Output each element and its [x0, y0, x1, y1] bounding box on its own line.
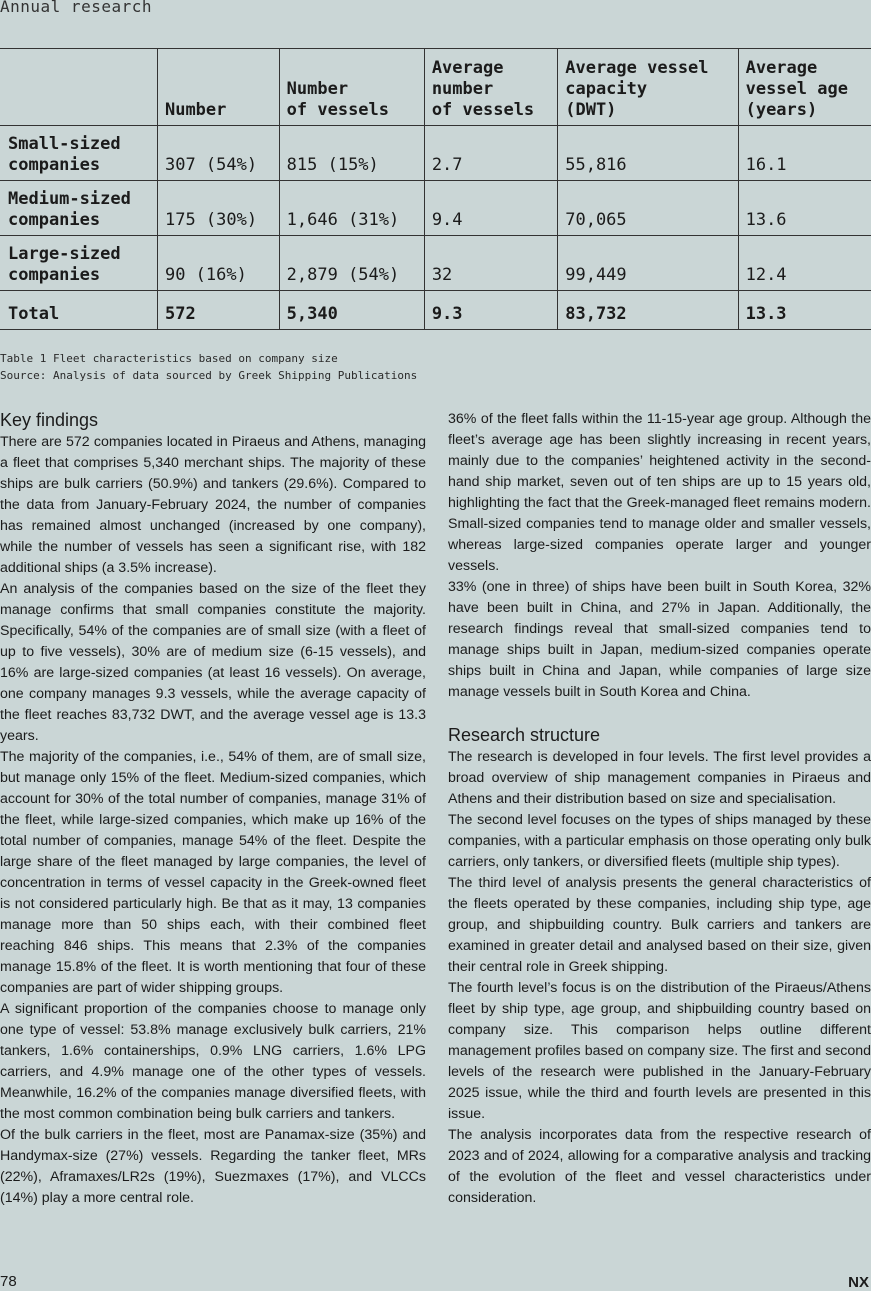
paragraph: The second level focuses on the types of ships managed by these companies, with a particular emphasis on those operating only bulk carriers, only tankers, or diversified fleets (multiple ship types).: [448, 812, 871, 870]
row-label: Total: [0, 291, 157, 330]
table-cell: 175 (30%): [157, 181, 279, 236]
table-header-cell: Average number of vessels: [424, 49, 557, 126]
row-label: Small-sized companies: [0, 126, 157, 181]
paragraph: The analysis incorporates data from the respective research of 2023 and of 2024, allowing for a comparative analysis and tracking of the evolution of the fleet and vessel characteristics under consideration.: [448, 1127, 871, 1206]
table-cell: 1,646 (31%): [279, 181, 424, 236]
row-label: Large-sized companies: [0, 236, 157, 291]
caption-title: Table 1 Fleet characteristics based on company size: [0, 352, 338, 365]
page-header-title: Annual research: [0, 0, 152, 16]
table-row: [0, 181, 871, 236]
paragraph: The majority of the companies, i.e., 54% of them, are of small size, but manage only 15% of the fleet. Medium-sized companies, which account for 30% of the total number of companies, manage 31% of the fleet, while large-sized companies, which make up 16% of the total number of companies, manage 54% of the fleet. Despite the large share of the fleet managed by large companies, the level of concentration in terms of vessel capacity in the Greek-owned fleet is not considered particularly high. Be that as it may, 13 companies manage more than 50 ships each, with their combined fleet reaching 846 ships. This means that 2.3% of the companies manage 15.8% of the fleet. It is worth mentioning that four of these companies are part of wider shipping groups.: [0, 749, 426, 996]
table-cell: 9.3: [424, 291, 557, 330]
caption-source: Source: Analysis of data sourced by Greek Shipping Publications: [0, 368, 418, 382]
left-column: [0, 409, 426, 1209]
page-number: 78: [0, 1273, 17, 1290]
paragraph: There are 572 companies located in Piraeus and Athens, managing a fleet that comprises 5,340 merchant ships. The majority of these ships are bulk carriers (50.9%) and tankers (29.6%). Compared to the data from January-February 2024, the number of companies has remained almost unchanged (increased by one company), while the number of vessels has seen a significant rise, with 182 additional ships (a 3.5% increase).: [0, 434, 426, 576]
table-cell: 12.4: [738, 236, 871, 291]
table-cell: 70,065: [558, 181, 738, 236]
right-column: [448, 409, 871, 1209]
table-header-cell: Number of vessels: [279, 49, 424, 126]
table-row: [0, 126, 871, 181]
table-cell: 83,732: [558, 291, 738, 330]
fleet-characteristics-table: [0, 48, 871, 330]
table-cell: 16.1: [738, 126, 871, 181]
table-header-cell: Number: [157, 49, 279, 126]
table-caption: [0, 351, 417, 384]
table-cell: 572: [157, 291, 279, 330]
key-findings-heading: Key findings: [0, 410, 99, 430]
table-row: [0, 236, 871, 291]
row-label: Medium-sized companies: [0, 181, 157, 236]
paragraph: 36% of the fleet falls within the 11-15-year age group. Although the fleet’s average age has been slightly increasing in recent years, mainly due to the companies’ heightened activity in the second-hand ship market, seven out of ten ships are up to 15 years old, highlighting the fact that the Greek-managed fleet remains modern. Small-sized companies tend to manage older and smaller vessels, whereas large-sized companies operate larger and younger vessels.: [448, 411, 871, 574]
paragraph: 33% (one in three) of ships have been built in South Korea, 32% have been built in China, and 27% in Japan. Additionally, the research findings reveal that small-sized companies tend to manage ships built in Japan, medium-sized companies operate ships built in China and Japan, while companies of large size manage vessels built in South Korea and China.: [448, 579, 871, 700]
table-cell: 90 (16%): [157, 236, 279, 291]
table-cell: 307 (54%): [157, 126, 279, 181]
table-cell: 2.7: [424, 126, 557, 181]
table-cell: 815 (15%): [279, 126, 424, 181]
paragraph: A significant proportion of the companies choose to manage only one type of vessel: 53.8% manage exclusively bulk carriers, 21% tankers, 1.6% containerships, 0.9% LNG carriers, 1.6% LPG carriers, and 4.9% manage one of the other types of vessels. Meanwhile, 16.2% of the companies manage diversified fleets, with the most common combination being bulk carriers and tankers.: [0, 1001, 426, 1122]
paragraph: The fourth level’s focus is on the distribution of the Piraeus/Athens fleet by ship type, age group, and shipbuilding country based on company size. This comparison helps outline different management profiles based on company size. The first and second levels of the research were published in the January-February 2025 issue, while the third and fourth levels are presented in this issue.: [448, 980, 871, 1122]
table-header-cell: Average vessel capacity (DWT): [558, 49, 738, 126]
table-cell: 99,449: [558, 236, 738, 291]
table-header-cell: [0, 49, 157, 126]
paragraph: The research is developed in four levels. The first level provides a broad overview of ship management companies in Piraeus and Athens and their distribution based on size and specialisation.: [448, 749, 871, 807]
table-cell: 9.4: [424, 181, 557, 236]
publication-logo: NX: [848, 1274, 869, 1291]
research-structure-heading: Research structure: [448, 725, 601, 745]
table-total-row: [0, 291, 871, 330]
table-cell: 32: [424, 236, 557, 291]
table-cell: 2,879 (54%): [279, 236, 424, 291]
table-cell: 55,816: [558, 126, 738, 181]
table-cell: 5,340: [279, 291, 424, 330]
table-header-row: [0, 49, 871, 126]
table-cell: 13.6: [738, 181, 871, 236]
paragraph: An analysis of the companies based on the size of the fleet they manage confirms that small companies constitute the majority. Specifically, 54% of the companies are of small size (with a fleet of up to five vessels), 30% are of medium size (6-15 vessels), and 16% are large-sized companies (at least 16 vessels). On average, one company manages 9.3 vessels, while the average capacity of the fleet reaches 83,732 DWT, and the average vessel age is 13.3 years.: [0, 581, 426, 744]
table-cell: 13.3: [738, 291, 871, 330]
paragraph: Of the bulk carriers in the fleet, most are Panamax-size (35%) and Handymax-size (27%) vessels. Regarding the tanker fleet, MRs (22%), Aframaxes/LR2s (19%), Suezmaxes (17%), and VLCCs (14%) play a more central role.: [0, 1127, 426, 1206]
table-header-cell: Average vessel age (years): [738, 49, 871, 126]
paragraph: The third level of analysis presents the general characteristics of the fleets operated by these companies, including ship type, age group, and shipbuilding country. Bulk carriers and tankers are examined in greater detail and analysed based on their size, given their central role in Greek shipping.: [448, 875, 871, 975]
